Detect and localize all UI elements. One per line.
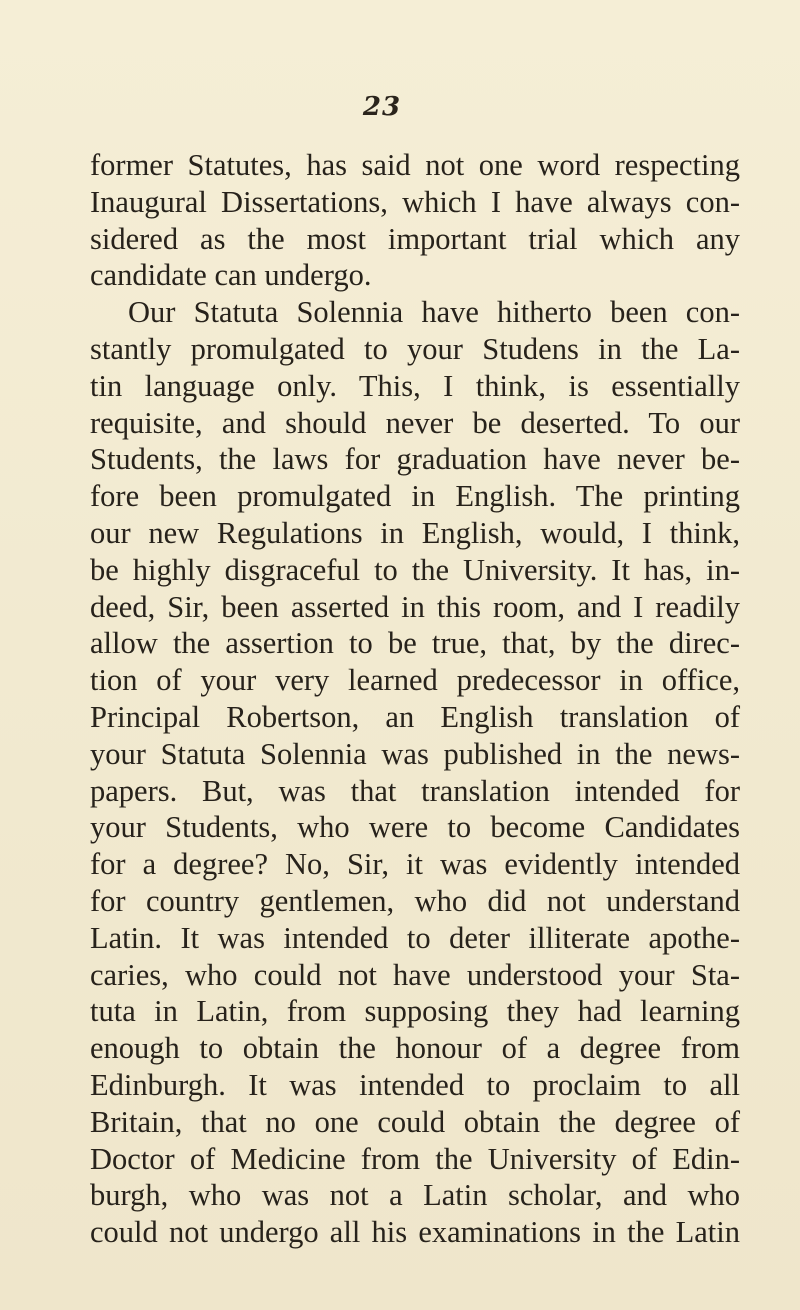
text-line: caries, who could not have understood your Sta-: [90, 957, 740, 992]
text-line: Principal Robertson, an English translation of: [90, 699, 740, 734]
paragraph: [90, 147, 740, 294]
text-line: enough to obtain the honour of a degree from: [90, 1031, 740, 1066]
text-line: your Statuta Solennia was published in the news-: [90, 736, 740, 771]
text-line: burgh, who was not a Latin scholar, and who: [90, 1178, 740, 1213]
text-line: Our Statuta Solennia have hitherto been con-: [128, 295, 740, 330]
text-line: for a degree? No, Sir, it was evidently intended: [90, 847, 740, 882]
text-line: Students, the laws for graduation have never be-: [90, 442, 740, 477]
text-line: Doctor of Medicine from the University of Edin-: [90, 1141, 740, 1176]
text-line: deed, Sir, been asserted in this room, and I readily: [90, 589, 740, 624]
text-line: fore been promulgated in English. The printing: [90, 479, 740, 514]
text-line: allow the assertion to be true, that, by the direc-: [90, 626, 740, 661]
page-number: 23: [362, 92, 402, 122]
text-line: Britain, that no one could obtain the degree of: [90, 1104, 740, 1139]
paragraph: [90, 294, 740, 1251]
text-line: Edinburgh. It was intended to proclaim to all: [90, 1067, 740, 1102]
text-line: Inaugural Dissertations, which I have always con-: [90, 184, 740, 219]
text-line: stantly promulgated to your Studens in the La-: [90, 331, 740, 366]
text-line: requisite, and should never be deserted. To our: [90, 405, 740, 440]
text-line: candidate can undergo.: [90, 258, 372, 293]
text-line: could not undergo all his examinations in the Latin: [90, 1215, 740, 1250]
text-line: your Students, who were to become Candidates: [90, 810, 740, 845]
text-line: sidered as the most important trial which any: [90, 221, 740, 256]
text-line: Latin. It was intended to deter illiterate apothe-: [90, 920, 740, 955]
text-line: our new Regulations in English, would, I think,: [90, 515, 740, 550]
text-line: papers. But, was that translation intended for: [90, 773, 740, 808]
text-line: former Statutes, has said not one word respecting: [90, 148, 740, 182]
text-line: tion of your very learned predecessor in office,: [90, 663, 740, 698]
text-line: be highly disgraceful to the University. It has, in-: [90, 552, 740, 587]
body-text: [90, 147, 740, 1251]
text-line: tin language only. This, I think, is essentially: [90, 368, 740, 403]
text-line: for country gentlemen, who did not understand: [90, 883, 740, 918]
text-line: tuta in Latin, from supposing they had learning: [90, 994, 740, 1029]
